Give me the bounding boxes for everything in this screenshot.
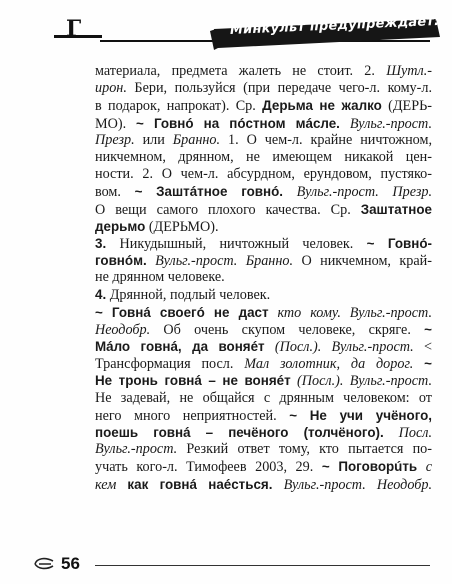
text-line (95, 390, 432, 407)
page-number: 56 (61, 554, 80, 573)
text-run (265, 339, 275, 355)
text-line (95, 252, 432, 269)
text-run (147, 253, 155, 269)
text-line (95, 372, 432, 389)
usage-label: Бранно. (172, 131, 221, 148)
footer-rule (95, 565, 430, 566)
text-line (95, 183, 432, 200)
usage-label: Вульг.-прост. Бранно. (155, 253, 294, 270)
text-run: Резкий ответ тому, кто пытается по- (177, 441, 432, 458)
text-run: Не задевай, не общайся с дрянным человеком: от (95, 389, 432, 406)
headword: 3. (95, 235, 107, 251)
text-run: МО). (95, 115, 137, 132)
headword: ~ (424, 321, 432, 337)
usage-label: Вульг.-прост. (95, 441, 178, 458)
headword: ~ Поговорúть (321, 459, 418, 475)
text-line (95, 115, 432, 132)
usage-label: кем (95, 476, 117, 493)
text-line (95, 201, 432, 218)
text-line (95, 97, 432, 114)
page-ornament-icon (33, 556, 55, 572)
usage-label: (Посл.). Вульг.-прост. (297, 373, 432, 390)
headword: говнóм. (95, 253, 147, 269)
text-line (95, 235, 432, 252)
text-run (417, 459, 426, 475)
usage-label: ирон. (95, 80, 127, 97)
headword: ~ Говнá своегó не даст (95, 304, 269, 320)
text-run: ности. 2. О чем-л. абсурдном, ерундовом, пустяко- (95, 166, 432, 183)
headword: как говнá наéсться. (127, 476, 273, 492)
headword: ~ Говнó на пóстном мáсле. (136, 115, 340, 131)
entry-text (95, 63, 432, 493)
headword: ~ Говнó- (366, 235, 432, 251)
usage-label: Неодобр. (95, 321, 151, 338)
usage-label: кто кому. Вульг.-прост. (277, 304, 432, 321)
text-run (413, 356, 424, 372)
text-line (95, 338, 432, 355)
headword: Заштатное (360, 201, 432, 217)
text-run: в подарок, напрокат). Ср. (95, 98, 263, 115)
text-run: или (134, 131, 173, 148)
text-line (95, 63, 432, 80)
usage-label: Презр. (95, 131, 135, 148)
text-run: Бери, пользуйся (при передаче чего-л. кому-л. (126, 80, 432, 97)
header-letter: Г (66, 16, 82, 42)
text-run (283, 184, 297, 200)
text-run (116, 477, 127, 493)
headword: ~ Не учи учёного, (289, 407, 432, 423)
text-line (95, 166, 432, 183)
text-run: учать кого-л. Тимофеев 2003, 29. (95, 459, 322, 476)
headword: дерьмо (95, 218, 146, 234)
text-line (95, 476, 432, 493)
usage-label: (Посл.). Вульг.-прост. (274, 339, 414, 355)
text-run: < (413, 339, 432, 355)
headword: Мáло говнá, да воняéт (95, 339, 265, 354)
text-run: Никудышный, ничтожный человек. (106, 235, 367, 252)
text-run: (ДЕРЬ- (381, 98, 432, 115)
text-line (95, 218, 432, 235)
headword: ~ Заштáтное говнó. (134, 184, 283, 200)
headword: поешь говнá – печёного (толчёного). (95, 424, 384, 440)
text-line (95, 407, 432, 424)
text-run: Об очень скупом человеке, скряге. (150, 321, 425, 338)
header-banner (210, 13, 442, 51)
text-run: О вещи самого плохого качества. Ср. (95, 201, 361, 218)
text-run: него много неприятностей. (95, 407, 290, 424)
text-line (95, 441, 432, 458)
usage-label: Вульг.-прост. (349, 115, 432, 132)
text-run: вом. (95, 184, 135, 201)
text-run: (ДЕРЬМО). (145, 218, 219, 235)
text-run: материала, предмета жалеть не стоит. 2. (95, 63, 387, 79)
text-run: 1. О чем-л. крайне ничтожном, (220, 131, 432, 148)
text-line (95, 80, 432, 97)
headword: 4. (95, 287, 107, 303)
text-line (95, 269, 432, 286)
text-line (95, 304, 432, 321)
headword: ~ (424, 356, 432, 372)
text-run: Дрянной, подлый человек. (106, 287, 271, 304)
usage-label: Вульг.-прост. Неодобр. (283, 476, 432, 493)
text-line (95, 321, 432, 338)
text-line (95, 132, 432, 149)
text-line (95, 458, 432, 475)
text-line (95, 149, 432, 166)
usage-label: с (425, 459, 432, 476)
text-line (95, 286, 432, 303)
usage-label: Мал золотник, да дорог. (244, 356, 414, 373)
usage-label: Шутл.- (386, 63, 432, 79)
text-run (272, 477, 283, 493)
usage-label: Посл. (398, 424, 432, 441)
banner-text: Минкульт предупреждает: (229, 13, 440, 38)
text-line (95, 355, 432, 372)
headword: Не тронь говнá – не воняéт (95, 373, 291, 389)
text-run: не дрянном человеке. (95, 269, 225, 286)
text-run: О никчемном, край- (293, 253, 432, 270)
text-line (95, 424, 432, 441)
usage-label: Вульг.-прост. Презр. (296, 184, 432, 201)
text-run: Трансформация посл. (95, 356, 245, 373)
text-run: никчемном, дрянном, не имеющем никакой цен- (95, 148, 432, 165)
text-run (384, 425, 399, 441)
headword: Дерьма не жалко (262, 98, 382, 114)
text-run (340, 116, 350, 132)
